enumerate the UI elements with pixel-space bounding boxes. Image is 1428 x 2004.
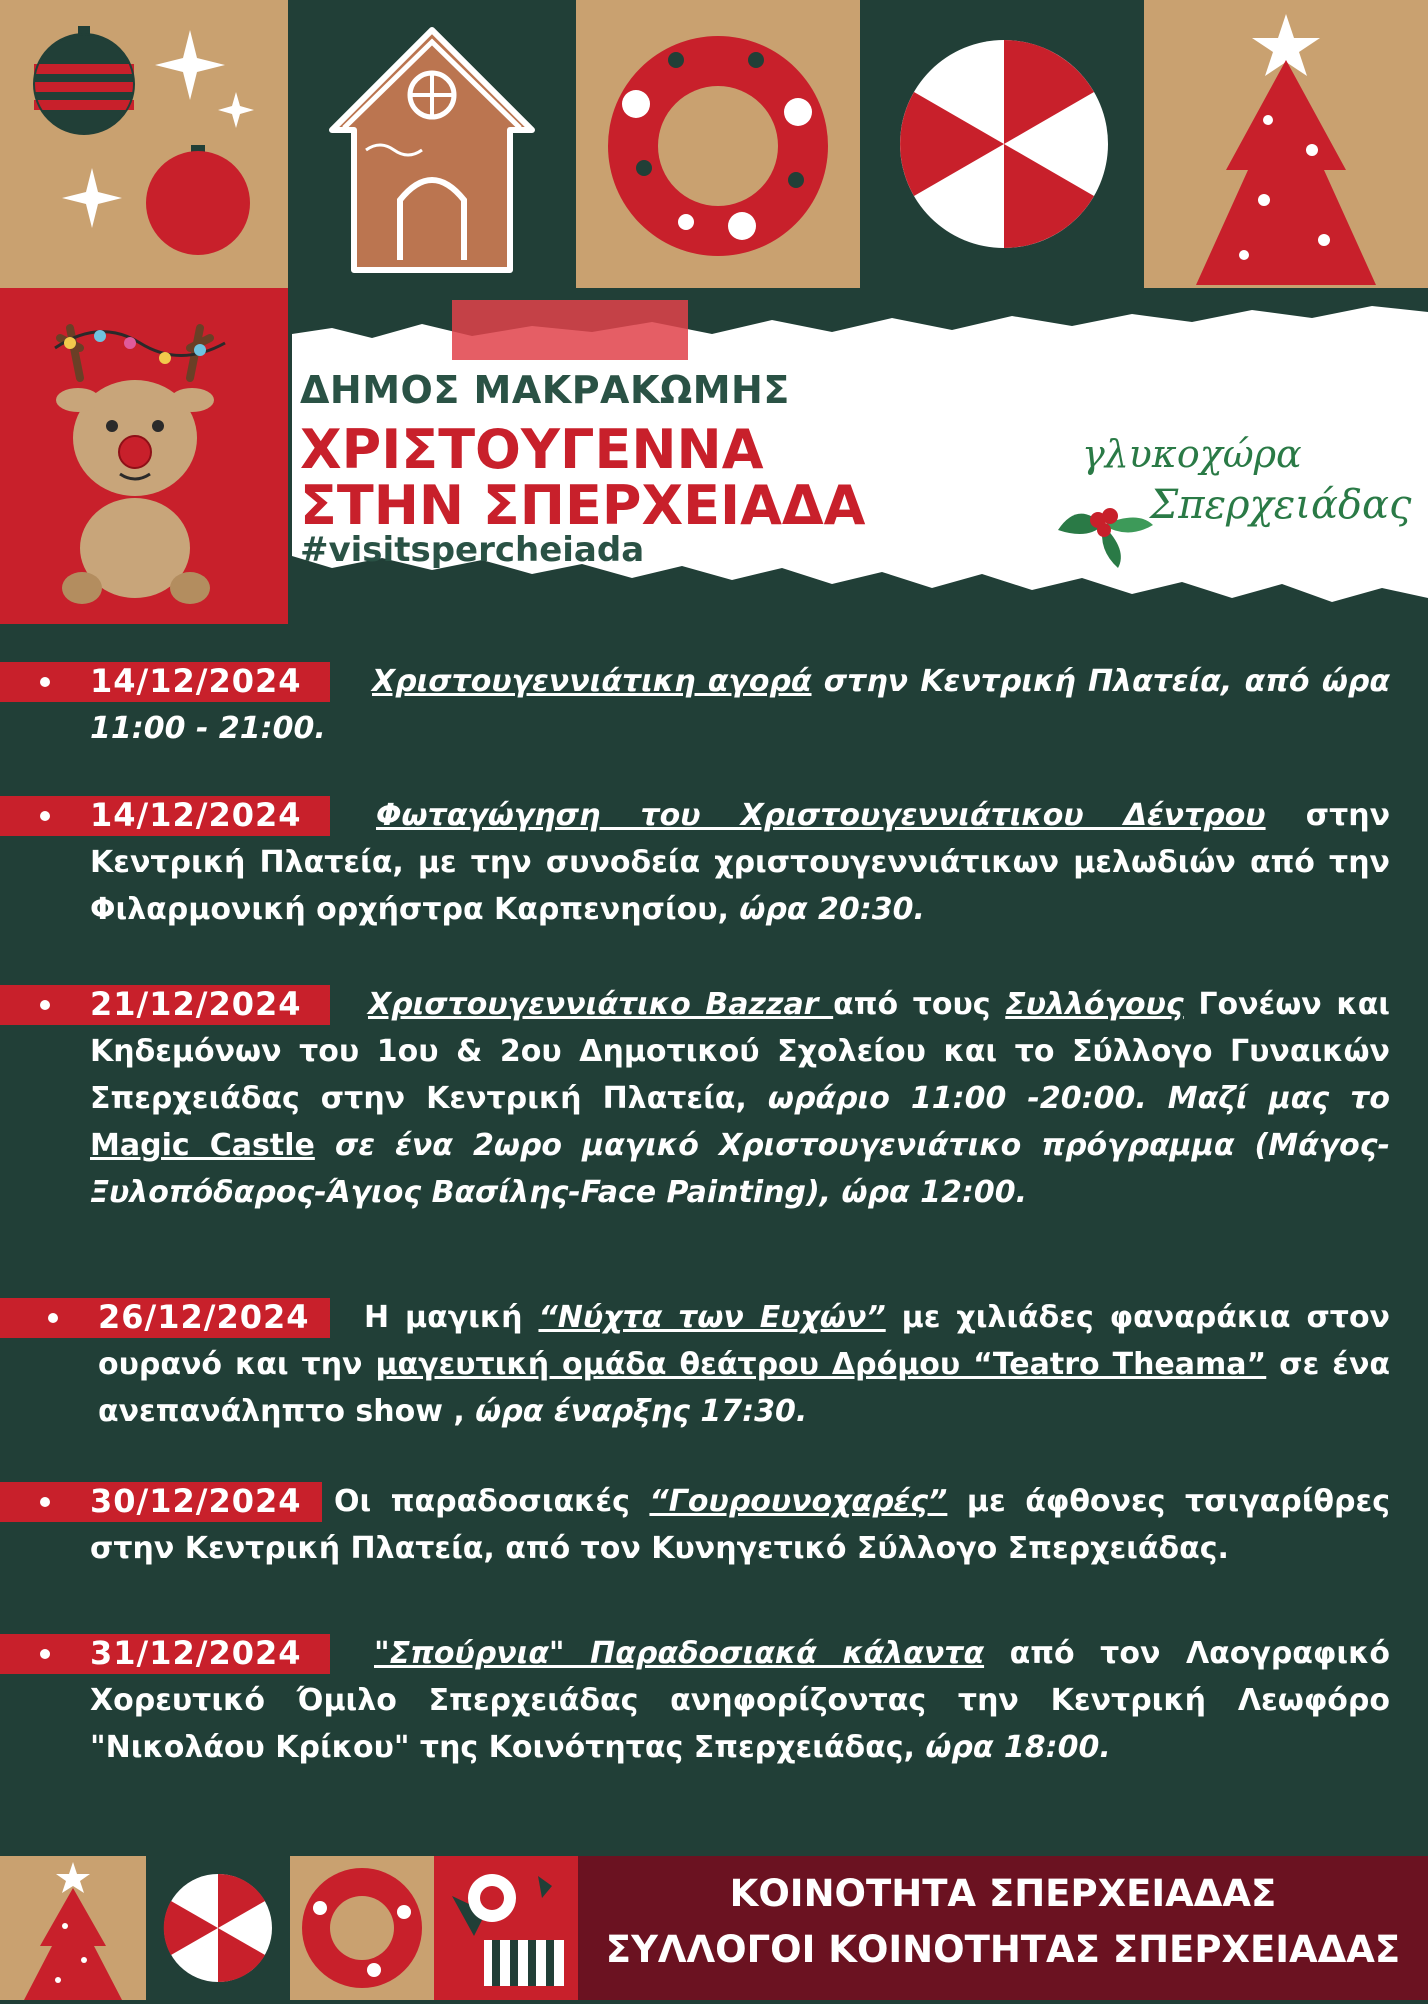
tree-tile-small	[0, 1856, 146, 2000]
event-date: 14/12/2024	[90, 796, 302, 834]
wreath-icon	[290, 1856, 434, 2000]
wreath-tile	[576, 0, 860, 288]
event-date: 14/12/2024	[90, 662, 302, 700]
candy-tile	[434, 1856, 578, 2000]
reindeer-icon	[0, 288, 288, 624]
bullet-icon	[40, 677, 50, 687]
municipality-name: ΔΗΜΟΣ ΜΑΚΡΑΚΩΜΗΣ	[300, 368, 790, 412]
wreath-icon	[576, 0, 860, 288]
event-description: Χριστουγεννιάτικη αγορά στην Κεντρική Πλατεία, από ώρα 11:00 - 21:00.	[90, 664, 1390, 746]
ornaments-tile	[0, 0, 288, 288]
event-description: Η μαγική “Νύχτα των Ευχών” με χιλιάδες φαναράκια στον ουρανό και την μαγευτική ομάδα θεάτρου Δρόμου “Teatro Theama” σε ένα ανεπανάληπτο show , ώρα έναρξης 17:30.	[98, 1300, 1390, 1429]
bullet-icon	[40, 1497, 50, 1507]
title-line-2: ΣΤΗΝ ΣΠΕΡΧΕΙΑΔΑ	[300, 474, 866, 537]
gingerbread-house-tile	[288, 0, 576, 288]
bullet-icon	[40, 1000, 50, 1010]
peppermint-tile	[860, 0, 1144, 288]
wrapped-candy-icon	[434, 1856, 578, 2000]
peppermint-tile-small	[146, 1856, 290, 2000]
wreath-tile-small	[290, 1856, 434, 2000]
footer-line-1: ΚΟΙΝΟΤΗΤΑ ΣΠΕΡΧΕΙΑΔΑΣ	[729, 1872, 1277, 1915]
title-line-1: ΧΡΙΣΤΟΥΓΕΝΝΑ	[300, 418, 764, 481]
gingerbread-house-icon	[288, 0, 576, 288]
holly-icon	[1048, 490, 1158, 570]
bullet-icon	[40, 811, 50, 821]
event-description: Φωταγώγηση του Χριστουγεννιάτικου Δέντρου στην Κεντρική Πλατεία, με την συνοδεία χριστουγεννιάτικων μελωδιών από την Φιλαρμονική ορχήστρα Καρπενησίου, ώρα 20:30.	[90, 798, 1390, 927]
event-description: Οι παραδοσιακές “Γουρουνοχαρές” με άφθονες τσιγαρίθρες στην Κεντρική Πλατεία, από τον Κυνηγετικό Σύλλογο Σπερχειάδας.	[90, 1484, 1390, 1566]
christmas-tree-icon	[0, 1856, 146, 2000]
reindeer-tile	[0, 288, 288, 624]
peppermint-candy-icon	[146, 1856, 290, 2000]
event-description: "Σπούρνια" Παραδοσιακά κάλαντα από τον Λαογραφικό Χορευτικό Όμιλο Σπερχειάδας ανηφορίζοντας την Κεντρική Λεωφόρο "Νικολάου Κρίκου" της Κοινότητας Σπερχειάδας, ώρα 18:00.	[90, 1636, 1390, 1765]
event-description: Χριστουγεννιάτικο Bazzar από τους Συλλόγους Γονέων και Κηδεμόνων του 1ου & 2ου Δημοτικού Σχολείου και το Σύλλογο Γυναικών Σπερχειάδας στην Κεντρική Πλατεία, ωράριο 11:00 -20:00. Μαζί μας το Magic Castle σε ένα 2ωρο μαγικό Χριστουγενιάτικο πρόγραμμα (Μάγος-Ξυλοπόδαρος-Άγιος Βασίλης-Face Painting), ώρα 12:00.	[90, 987, 1391, 1210]
christmas-tree-icon	[1144, 0, 1428, 288]
bullet-icon	[48, 1313, 58, 1323]
hashtag: #visitspercheiada	[300, 530, 645, 570]
peppermint-candy-icon	[860, 0, 1144, 288]
footer-panel	[578, 1856, 1428, 2000]
tree-tile	[1144, 0, 1428, 288]
footer-line-2: ΣΥΛΛΟΓΟΙ ΚΟΙΝΟΤΗΤΑΣ ΣΠΕΡΧΕΙΑΔΑΣ	[605, 1928, 1401, 1971]
event-date: 30/12/2024	[90, 1482, 302, 1520]
brand-line-1: γλυκοχώρα	[1082, 432, 1302, 476]
bullet-icon	[40, 1649, 50, 1659]
brand-line-2: Σπερχειάδας	[1150, 482, 1412, 528]
event-date: 26/12/2024	[98, 1298, 310, 1336]
event-date: 21/12/2024	[90, 985, 302, 1023]
page-title	[300, 418, 866, 537]
ornaments-icon	[0, 0, 288, 288]
event-date: 31/12/2024	[90, 1634, 302, 1672]
